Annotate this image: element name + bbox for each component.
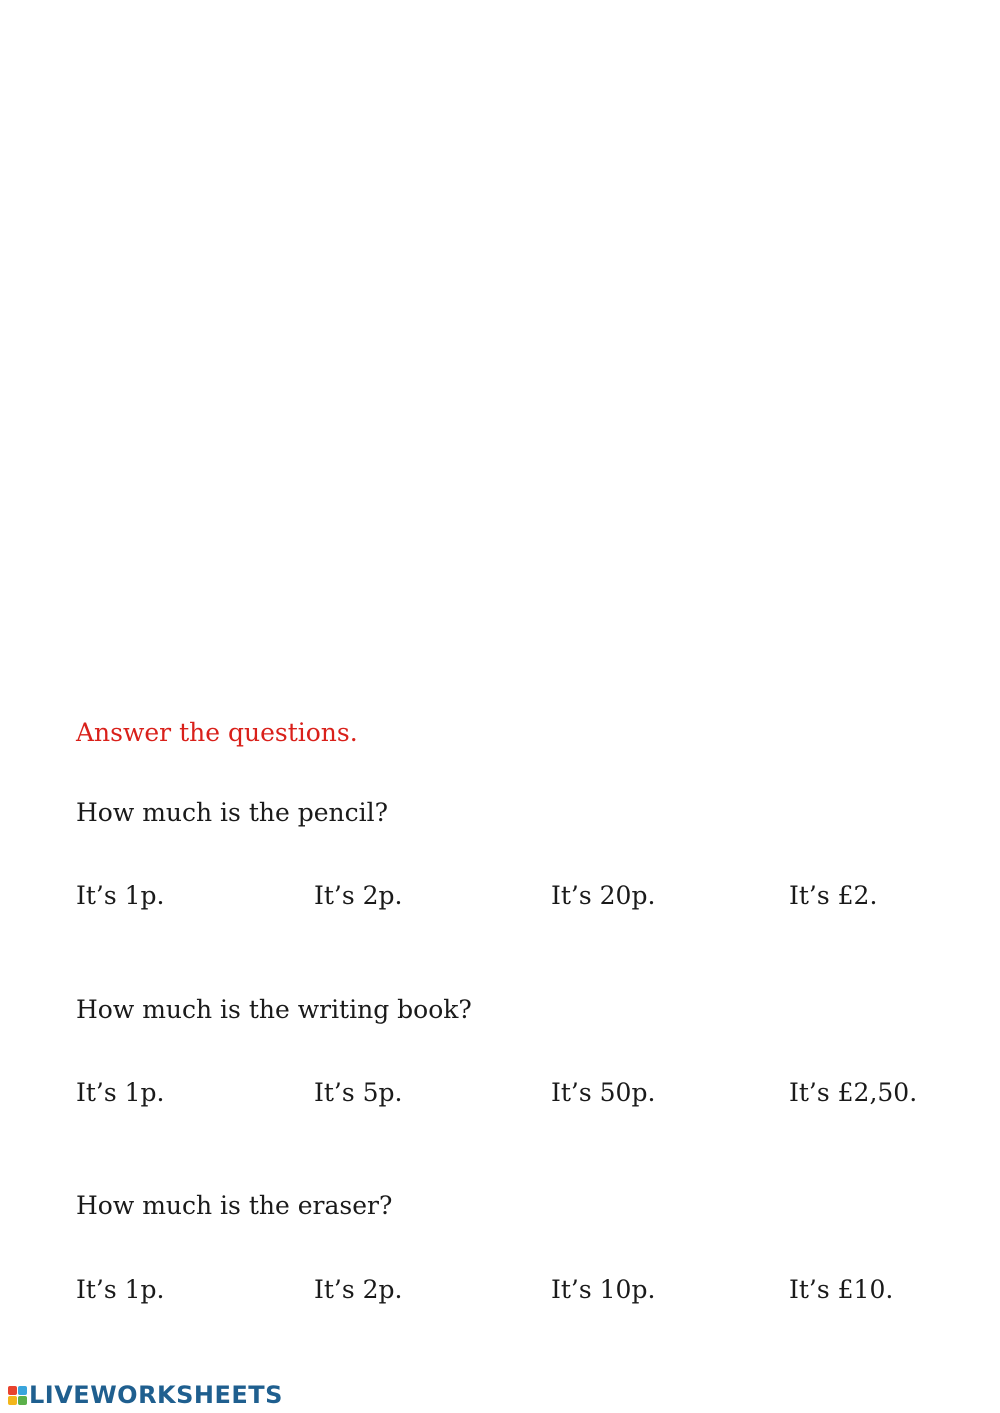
question-1: How much is the pencil? — [76, 798, 389, 827]
question-3: How much is the eraser? — [76, 1191, 393, 1220]
logo-text: LIVEWORKSHEETS — [29, 1381, 283, 1409]
option-q3-d[interactable]: It’s £10. — [789, 1275, 894, 1304]
logo-square-1 — [8, 1386, 17, 1395]
liveworksheets-logo — [8, 1380, 283, 1410]
option-q3-b[interactable]: It’s 2p. — [314, 1275, 403, 1304]
option-q1-b[interactable]: It’s 2p. — [314, 881, 403, 910]
option-q3-a[interactable]: It’s 1p. — [76, 1275, 165, 1304]
options-question-2 — [76, 1076, 956, 1110]
logo-square-4 — [18, 1396, 27, 1405]
option-q1-c[interactable]: It’s 20p. — [551, 881, 656, 910]
logo-square-3 — [8, 1396, 17, 1405]
options-question-1 — [76, 879, 956, 913]
question-2: How much is the writing book? — [76, 995, 472, 1024]
option-q2-a[interactable]: It’s 1p. — [76, 1078, 165, 1107]
option-q1-a[interactable]: It’s 1p. — [76, 881, 165, 910]
option-q2-d[interactable]: It’s £2,50. — [789, 1078, 918, 1107]
logo-square-2 — [18, 1386, 27, 1395]
logo-mark-icon — [8, 1386, 27, 1405]
option-q3-c[interactable]: It’s 10p. — [551, 1275, 656, 1304]
option-q2-c[interactable]: It’s 50p. — [551, 1078, 656, 1107]
instruction-heading: Answer the questions. — [76, 718, 358, 747]
option-q2-b[interactable]: It’s 5p. — [314, 1078, 403, 1107]
option-q1-d[interactable]: It’s £2. — [789, 881, 878, 910]
options-question-3 — [76, 1273, 956, 1307]
